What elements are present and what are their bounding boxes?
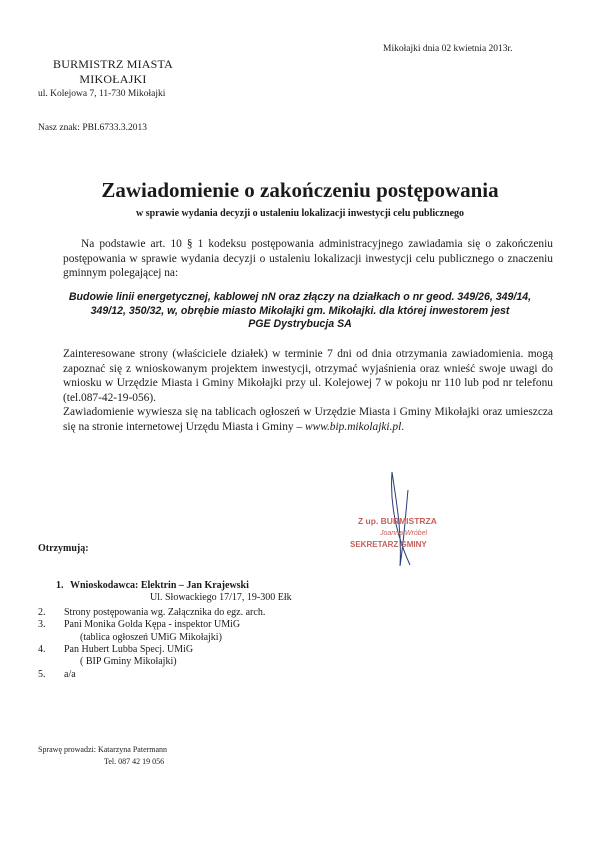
stamp-name: Joanna Wróbel <box>380 530 428 537</box>
bip-link[interactable]: www.bip.mikolajki.pl <box>305 420 402 433</box>
item-continuation: (tablica ogłoszeń UMiG Mikołajki) <box>80 631 222 643</box>
place-date: Mikołajki dnia 02 kwietnia 2013r. <box>383 44 513 54</box>
document-title: Zawiadomienie o zakończeniu postępowania <box>101 178 499 202</box>
item-text: Strony postępowania wg. Załącznika do egz. arch. <box>64 606 266 618</box>
recipients-label: Otrzymują: <box>38 543 89 554</box>
item-number: 5. <box>38 668 46 680</box>
stamp-line: SEKRETARZ GMINY <box>350 540 427 549</box>
list-item <box>38 607 458 619</box>
list-item <box>38 644 458 656</box>
official-stamp <box>330 470 490 570</box>
list-item <box>38 619 458 631</box>
item-text: Pani Monika Golda Kępa - inspektor UMiG <box>64 619 241 631</box>
item-text: a/a <box>64 668 76 680</box>
item-text: Pan Hubert Lubba Specj. UMiG <box>64 644 194 656</box>
paragraph-parties-info: Zainteresowane strony (właściciele działek) w terminie 7 dni od dnia otrzymania zawiadomienia. mogą zapoznać się z wnioskowanym projektem inwestycji, otrzymać wyjaśnienia oraz wnieść swoje uwagi do wniosku w Urzędzie Miasta i Gminy Mikołajki przy ul. Kolejowej 7 w pokoju nr 110 lub pod nr telefonu (tel.087-42-19-056). <box>63 348 553 404</box>
subject-line: 349/12, 350/32, w, obrębie miasto Mikołajki gm. Mikołajki. dla której inwestorem jest <box>90 304 510 317</box>
list-item <box>38 580 458 592</box>
issuer-block <box>38 57 188 87</box>
contact-phone: Tel. 087 42 19 056 <box>104 757 165 766</box>
paragraph-publication <box>63 405 553 434</box>
document-subtitle: w sprawie wydania decyzji o ustaleniu lokalizacji inwestycji celu publicznego <box>135 208 465 219</box>
item-text: Wnioskodawca: Elektrin – Jan Krajewski <box>70 580 249 591</box>
recipients-list <box>38 580 458 681</box>
paragraph-legal-basis: Na podstawie art. 10 § 1 kodeksu postępowania administracyjnego zawiadamia się o zakończeniu postępowania w sprawie wydania decyzji o ustaleniu lokalizacji inwestycji celu publicznego o znaczeniu gminnym polegającej na: <box>63 238 553 279</box>
stamp-line: Z up. BURMISTRZA <box>358 516 437 526</box>
issuer-address: ul. Kolejowa 7, 11-730 Mikołajki <box>38 89 166 99</box>
handled-by: Sprawę prowadzi: Katarzyna Patermann <box>38 745 168 754</box>
publication-end: . <box>401 420 405 433</box>
issuer-title: BURMISTRZ MIASTA <box>53 57 173 71</box>
item-number: 1. <box>56 580 64 591</box>
investment-subject <box>40 291 560 332</box>
item-continuation: ( BIP Gminy Mikołajki) <box>80 656 177 668</box>
item-continuation: Ul. Słowackiego 17/17, 19-300 Ełk <box>150 592 292 604</box>
item-number: 4. <box>38 644 46 656</box>
reference-number: Nasz znak: PBI.6733.3.2013 <box>38 123 147 133</box>
item-number: 2. <box>38 606 46 618</box>
item-number: 3. <box>38 619 46 631</box>
list-item <box>38 669 458 681</box>
subject-line: PGE Dystrybucja SA <box>248 318 352 330</box>
issuer-city: MIKOŁAJKI <box>79 72 147 86</box>
subject-line: Budowie linii energetycznej, kablowej nN oraz złączy na działkach o nr geod. 349/26, 349/14, <box>68 291 532 303</box>
publication-text: Zawiadomienie wywiesza się na tablicach ogłoszeń w Urzędzie Miasta i Gminy Mikołajki oraz umieszcza się na stronie internetowej Urzędu Miasta i Gminy – <box>63 406 553 433</box>
